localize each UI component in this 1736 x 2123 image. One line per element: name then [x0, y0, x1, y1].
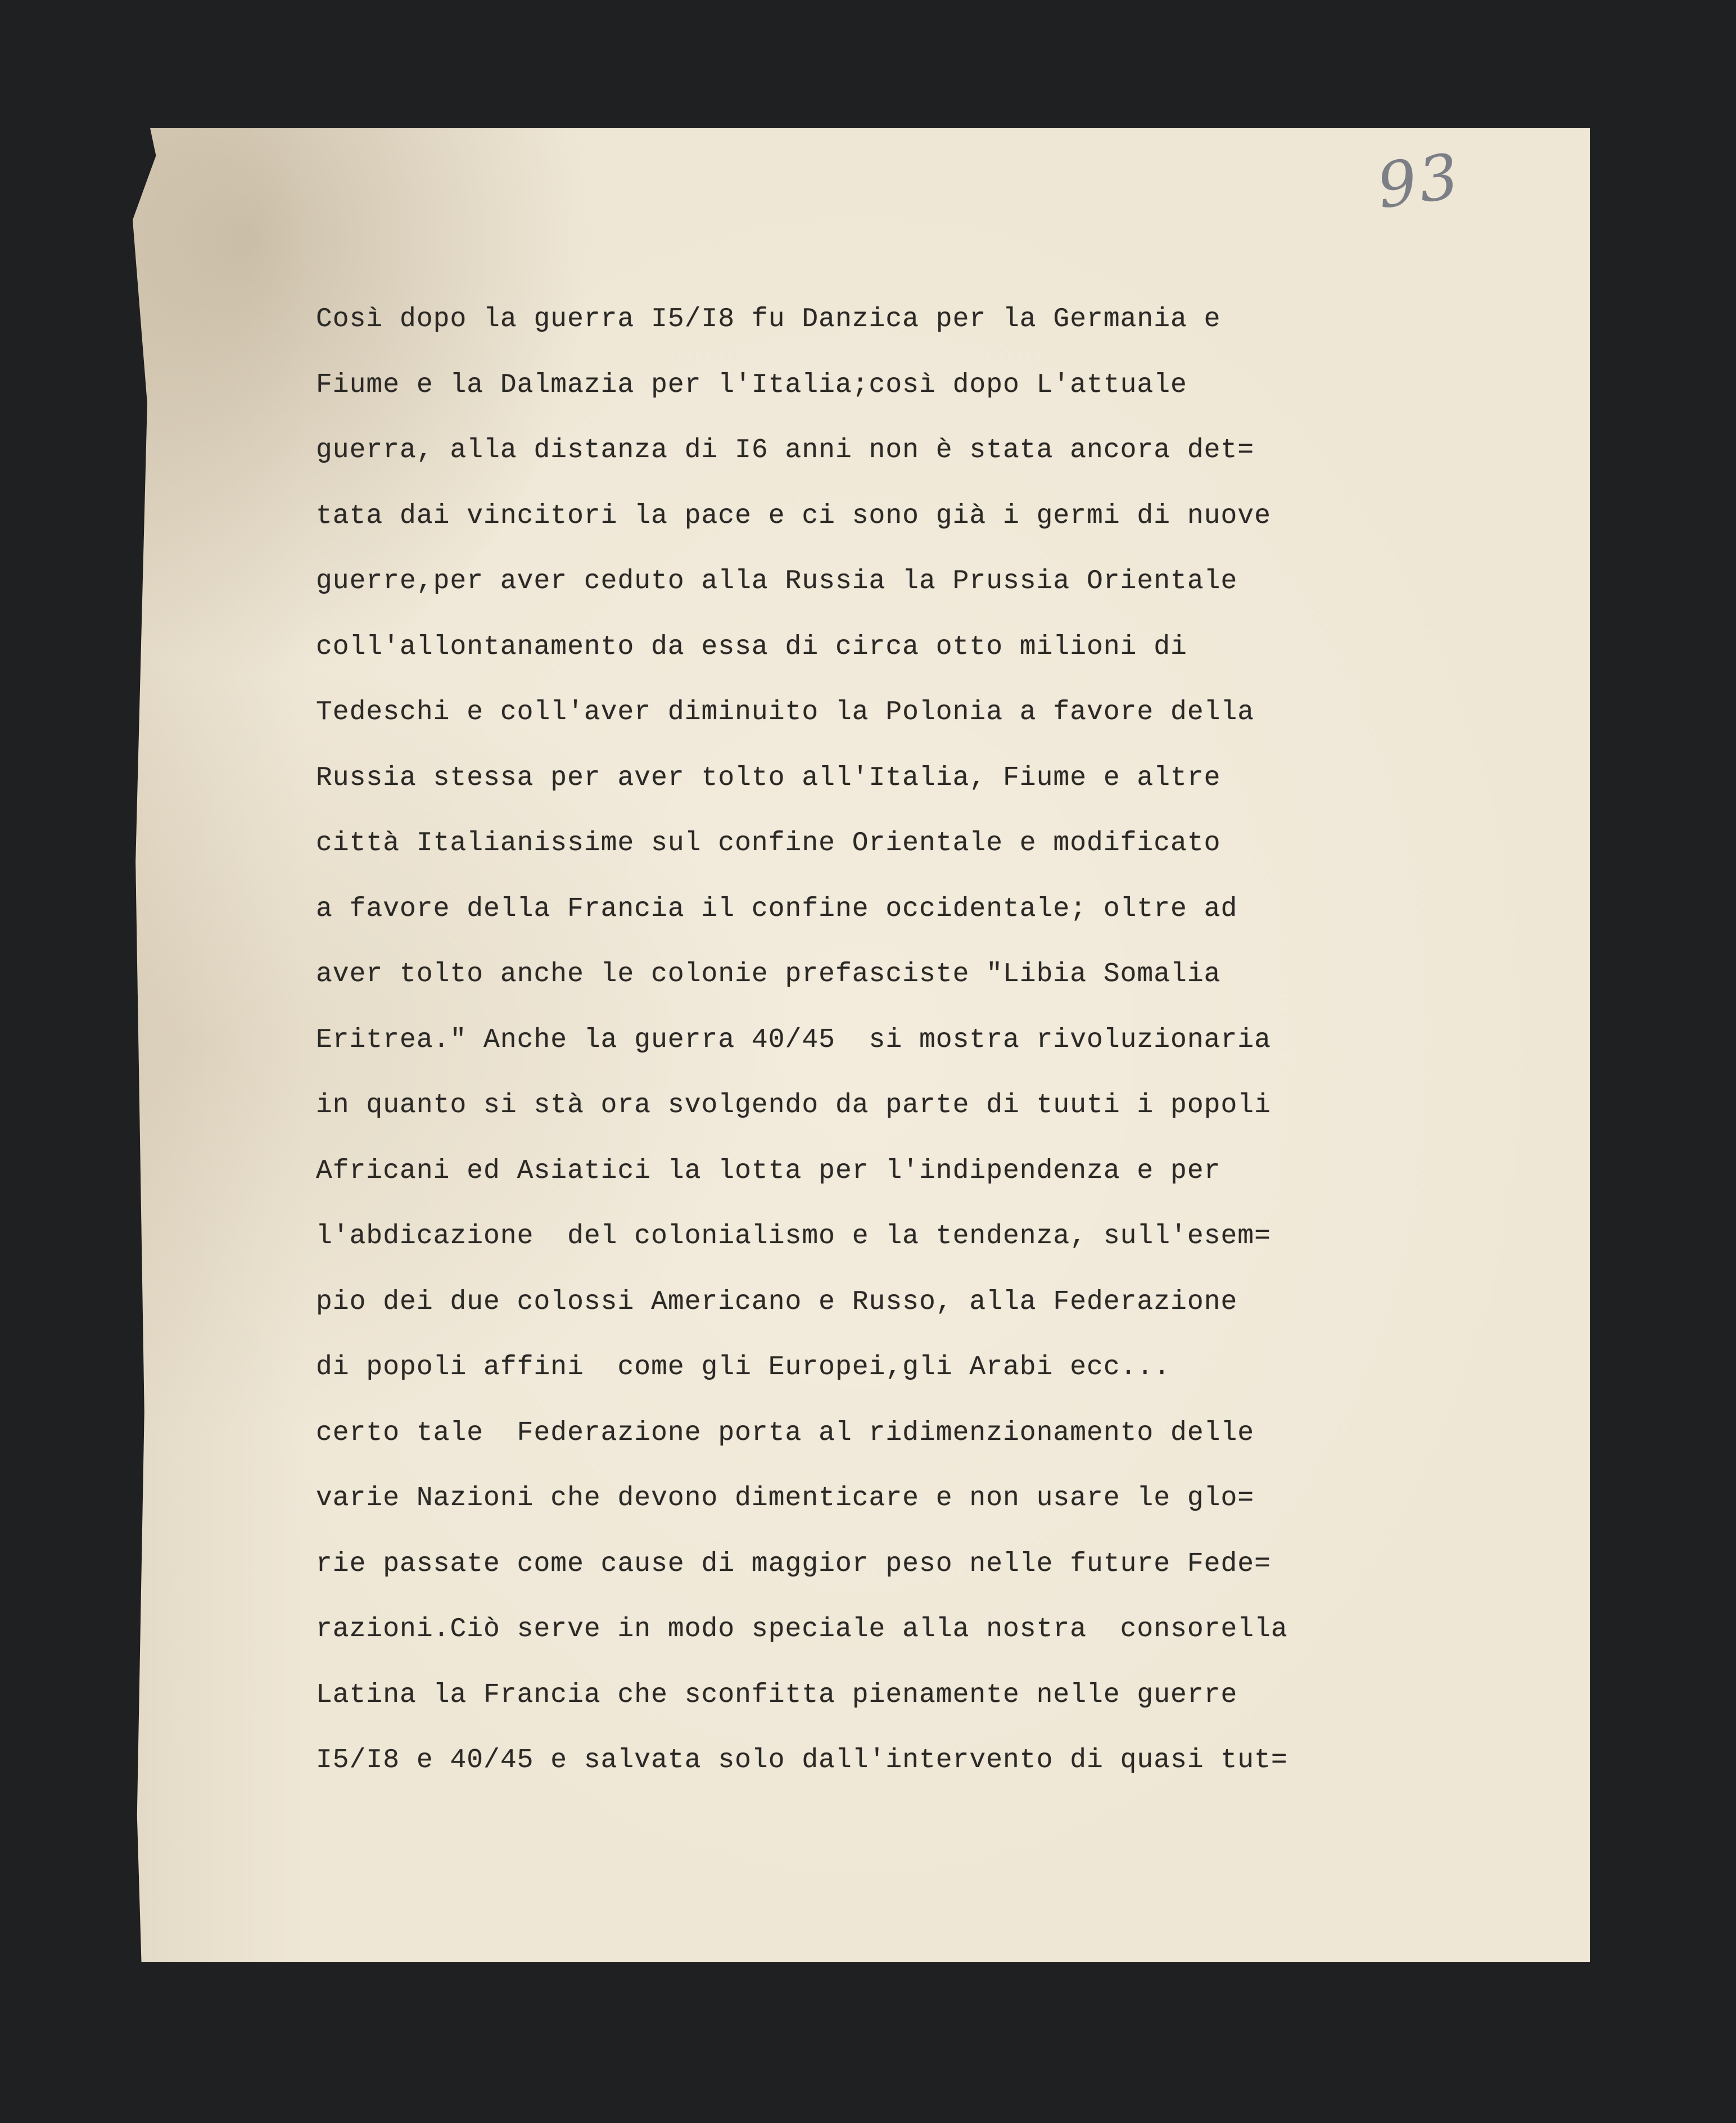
text-line: I5/I8 e 40/45 e salvata solo dall'intervento di quasi tut=	[316, 1745, 1288, 1776]
text-line: guerra, alla distanza di I6 anni non è stata ancora det=	[316, 435, 1255, 466]
text-line: certo tale Federazione porta al ridimenzionamento delle	[316, 1417, 1255, 1448]
page-number: 93	[1372, 139, 1466, 223]
text-line: Eritrea." Anche la guerra 40/45 si mostra rivoluzionaria	[316, 1024, 1271, 1055]
text-line: pio dei due colossi Americano e Russo, alla Federazione	[316, 1286, 1238, 1317]
text-line: tata dai vincitori la pace e ci sono già i germi di nuove	[316, 500, 1271, 531]
text-line: a favore della Francia il confine occidentale; oltre ad	[316, 893, 1238, 924]
text-line: di popoli affini come gli Europei,gli Arabi ecc...	[316, 1352, 1171, 1383]
text-line: coll'allontanamento da essa di circa otto milioni di	[316, 631, 1187, 662]
text-line: Così dopo la guerra I5/I8 fu Danzica per la Germania e	[316, 304, 1221, 335]
text-line: Latina la Francia che sconfitta pienamente nelle guerre	[316, 1679, 1238, 1710]
text-line: guerre,per aver ceduto alla Russia la Prussia Orientale	[316, 566, 1238, 597]
text-line: varie Nazioni che devono dimenticare e non usare le glo=	[316, 1483, 1255, 1514]
text-line: Fiume e la Dalmazia per l'Italia;così dopo L'attuale	[316, 369, 1187, 400]
text-line: razioni.Ciò serve in modo speciale alla nostra consorella	[316, 1614, 1288, 1645]
text-line: rie passate come cause di maggior peso nelle future Fede=	[316, 1548, 1271, 1579]
text-line: aver tolto anche le colonie prefasciste "Libia Somalia	[316, 959, 1221, 990]
typewritten-text	[316, 287, 1654, 1794]
text-line: l'abdicazione del colonialismo e la tendenza, sull'esem=	[316, 1221, 1271, 1252]
text-line: in quanto si stà ora svolgendo da parte di tuuti i popoli	[316, 1090, 1271, 1121]
text-line: Africani ed Asiatici la lotta per l'indipendenza e per	[316, 1155, 1221, 1186]
text-line: città Italianissime sul confine Orientale e modificato	[316, 828, 1221, 859]
text-line: Russia stessa per aver tolto all'Italia, Fiume e altre	[316, 762, 1221, 793]
text-line: Tedeschi e coll'aver diminuito la Polonia a favore della	[316, 697, 1255, 728]
